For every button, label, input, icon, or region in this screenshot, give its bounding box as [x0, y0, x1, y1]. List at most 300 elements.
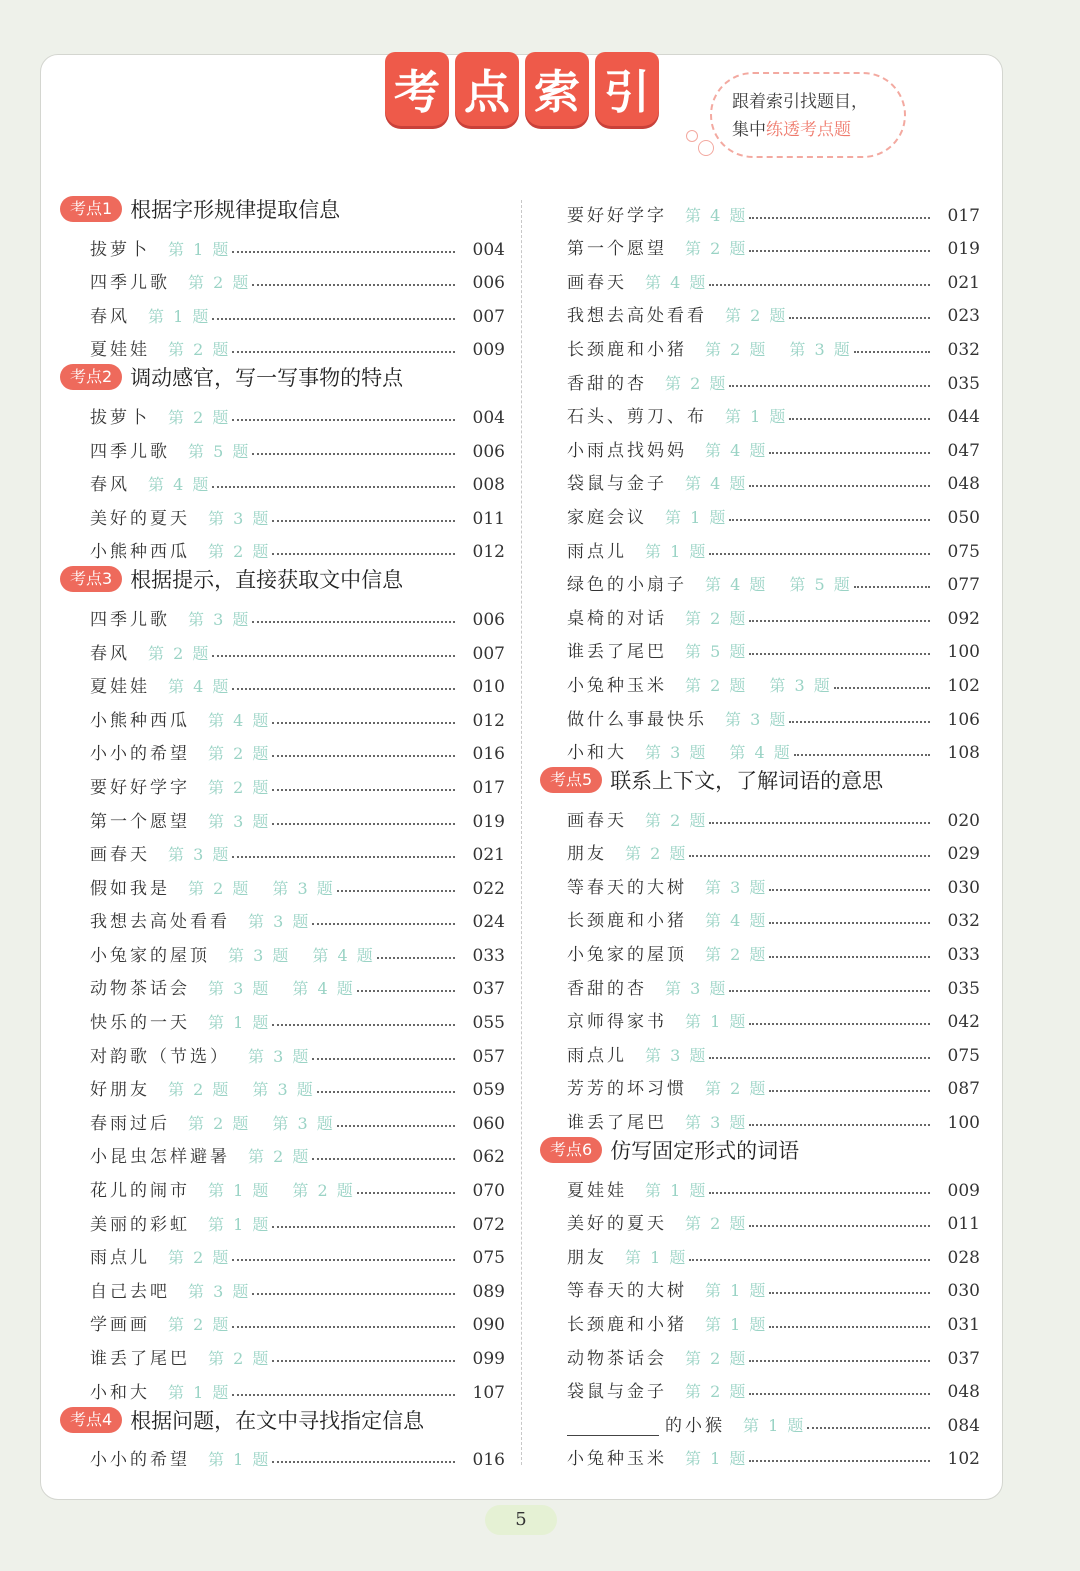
section-title: 仿写固定形式的词语 [610, 1139, 800, 1164]
question-ref: 第 2 题 [292, 1181, 355, 1201]
lesson-name: 要好好学字 [90, 777, 190, 798]
lesson-name: 学画画 [90, 1315, 150, 1336]
lesson-name: 长颈鹿和小猪 [567, 1315, 687, 1335]
index-row[interactable] [60, 999, 505, 1033]
index-row[interactable] [540, 1402, 980, 1436]
index-row[interactable] [540, 394, 980, 428]
index-row[interactable] [60, 630, 505, 664]
page-ref: 023 [947, 306, 980, 327]
dot-leader [854, 351, 930, 353]
index-row[interactable] [540, 595, 980, 629]
question-ref: 第 2 题 [685, 1348, 748, 1368]
index-row[interactable] [60, 462, 505, 496]
index-row[interactable] [540, 662, 980, 696]
page-ref: 030 [947, 877, 980, 898]
dot-leader [749, 217, 930, 219]
lesson-name: 春雨过后 [90, 1113, 170, 1134]
index-row[interactable] [540, 1201, 980, 1235]
question-ref: 第 4 题 [208, 710, 271, 730]
question-ref: 第 2 题 [705, 1079, 768, 1099]
index-row[interactable] [60, 529, 505, 563]
lesson-name: 对韵歌（节选） [90, 1046, 230, 1067]
index-row[interactable] [60, 1235, 505, 1269]
index-row[interactable] [60, 798, 505, 832]
page-ref: 007 [472, 306, 505, 327]
page-ref: 108 [947, 743, 980, 764]
question-ref: 第 2 题 [685, 239, 748, 259]
lesson-name: 做什么事最快乐 [567, 709, 707, 730]
lesson-name: 春风 [90, 475, 130, 496]
question-ref: 第 2 题 [645, 810, 708, 830]
page-ref: 037 [947, 1348, 980, 1369]
lesson-name: 假如我是 [90, 878, 170, 899]
dot-leader [709, 553, 930, 555]
question-ref: 第 2 题 [168, 407, 231, 427]
dot-leader [749, 485, 930, 487]
dot-leader [729, 519, 930, 521]
index-row[interactable] [540, 1335, 980, 1369]
dot-leader [252, 621, 455, 623]
page-ref: 035 [947, 978, 980, 999]
bubble-dot [686, 130, 698, 142]
question-ref: 第 3 题 [272, 878, 335, 898]
dot-leader [729, 990, 930, 992]
lesson-name: 第一个愿望 [90, 811, 190, 832]
question-ref: 第 2 题 [625, 844, 688, 864]
question-ref: 第 2 题 [685, 675, 748, 695]
dot-leader [357, 990, 455, 992]
question-ref: 第 2 题 [188, 878, 251, 898]
question-ref: 第 2 题 [188, 273, 251, 293]
page-ref: 017 [472, 777, 505, 798]
page-ref: 047 [947, 440, 980, 461]
question-ref: 第 4 题 [729, 743, 792, 763]
index-row[interactable] [60, 394, 505, 428]
question-ref: 第 3 题 [188, 609, 251, 629]
index-row[interactable] [60, 596, 505, 630]
question-ref: 第 1 题 [645, 1180, 708, 1200]
lesson-name: 雨点儿 [567, 541, 627, 562]
page-ref: 016 [472, 1450, 505, 1471]
page-ref: 033 [472, 945, 505, 966]
question-ref: 第 3 题 [208, 979, 271, 999]
page-ref: 100 [947, 642, 980, 663]
dot-leader [232, 1259, 455, 1261]
page-ref: 006 [472, 273, 505, 294]
page-ref: 032 [947, 911, 980, 932]
index-row[interactable] [60, 1268, 505, 1302]
page-ref: 100 [947, 1113, 980, 1134]
index-row[interactable] [60, 865, 505, 899]
question-ref: 第 3 题 [228, 945, 291, 965]
index-row[interactable] [60, 1067, 505, 1101]
question-ref: 第 1 题 [208, 1214, 271, 1234]
lesson-name: 四季儿歌 [90, 441, 170, 462]
question-ref: 第 4 题 [685, 205, 748, 225]
question-ref: 第 1 题 [705, 1281, 768, 1301]
page-ref: 075 [472, 1248, 505, 1269]
dot-leader [789, 721, 930, 723]
dot-leader [212, 318, 455, 320]
lesson-name: 夏娃娃 [90, 677, 150, 698]
page-ref: 012 [472, 710, 505, 731]
dot-leader [749, 1023, 930, 1025]
question-ref: 第 1 题 [208, 1450, 271, 1470]
index-row[interactable] [540, 1301, 980, 1335]
index-row[interactable] [540, 528, 980, 562]
question-ref: 第 3 题 [208, 811, 271, 831]
lesson-name: 小兔家的屋顶 [567, 945, 687, 966]
dot-leader [232, 251, 455, 253]
page-ref: 035 [947, 373, 980, 394]
dot-leader [729, 385, 930, 387]
dot-leader [709, 284, 930, 286]
page-ref: 022 [472, 878, 505, 899]
dot-leader [272, 1360, 455, 1362]
lesson-name: 快乐的一天 [90, 1013, 190, 1034]
page-ref: 016 [472, 744, 505, 765]
dot-leader [232, 351, 455, 353]
index-row[interactable] [60, 260, 505, 294]
lesson-name: 雨点儿 [90, 1248, 150, 1269]
index-row[interactable] [540, 562, 980, 596]
index-row[interactable] [60, 664, 505, 698]
index-row[interactable] [540, 1369, 980, 1403]
index-row[interactable] [540, 192, 980, 226]
page-ref: 020 [947, 810, 980, 831]
page-ref: 032 [947, 339, 980, 360]
dot-leader [377, 957, 455, 959]
page-ref: 092 [947, 608, 980, 629]
question-ref: 第 1 题 [645, 541, 708, 561]
hint-line-2-b: 练透考点题 [766, 120, 851, 140]
index-row[interactable] [540, 831, 980, 865]
lesson-name: 春风 [90, 643, 130, 664]
index-row[interactable] [540, 898, 980, 932]
index-row[interactable] [540, 259, 980, 293]
dot-leader [749, 1124, 930, 1126]
lesson-name: 拔萝卜 [90, 407, 150, 428]
fill-blank-line [567, 1417, 659, 1436]
lesson-name: 好朋友 [90, 1080, 150, 1101]
lesson-name: 小兔种玉米 [567, 1449, 667, 1470]
dot-leader [272, 1461, 455, 1463]
index-row[interactable] [60, 966, 505, 1000]
lesson-name: 小熊种西瓜 [90, 710, 190, 731]
page-ref: 021 [472, 845, 505, 866]
dot-leader [834, 687, 930, 689]
lesson-name: 我想去高处看看 [90, 912, 230, 933]
index-row[interactable] [540, 1268, 980, 1302]
page-ref: 009 [472, 340, 505, 361]
index-row[interactable] [540, 1032, 980, 1066]
lesson-name: 小和大 [567, 743, 627, 764]
lesson-name: 朋友 [567, 844, 607, 865]
question-ref: 第 3 题 [645, 743, 708, 763]
index-row[interactable] [540, 1436, 980, 1470]
section-title: 根据提示，直接获取文中信息 [130, 568, 404, 593]
question-ref: 第 3 题 [252, 1080, 315, 1100]
section-badge: 考点5 [540, 767, 602, 793]
question-ref: 第 5 题 [789, 575, 852, 595]
lesson-name: 小昆虫怎样避暑 [90, 1147, 230, 1168]
question-ref: 第 4 题 [168, 677, 231, 697]
index-row[interactable] [60, 899, 505, 933]
dot-leader [709, 1192, 930, 1194]
dot-leader [232, 856, 455, 858]
index-row[interactable] [540, 293, 980, 327]
page-ref: 050 [947, 507, 980, 528]
dot-leader [689, 1259, 930, 1261]
dot-leader [312, 923, 455, 925]
dot-leader [272, 789, 455, 791]
index-row[interactable] [540, 1099, 980, 1133]
question-ref: 第 1 题 [625, 1247, 688, 1267]
page-ref: 004 [472, 407, 505, 428]
page-ref: 033 [947, 945, 980, 966]
lesson-name: 长颈鹿和小猪 [567, 339, 687, 360]
dot-leader [272, 722, 455, 724]
lesson-name: 四季儿歌 [90, 609, 170, 630]
index-row[interactable] [540, 1234, 980, 1268]
question-ref: 第 3 题 [168, 845, 231, 865]
question-ref: 第 3 题 [685, 1113, 748, 1133]
question-ref: 第 3 题 [645, 1045, 708, 1065]
lesson-name: 家庭会议 [567, 507, 647, 528]
lesson-name: 美丽的彩虹 [90, 1214, 190, 1235]
index-row[interactable] [60, 1100, 505, 1134]
index-row[interactable] [60, 1033, 505, 1067]
index-row[interactable] [540, 1066, 980, 1100]
page-ref: 028 [947, 1247, 980, 1268]
question-ref: 第 4 题 [645, 272, 708, 292]
title-char: 考 [385, 52, 449, 126]
index-row[interactable] [60, 1437, 505, 1471]
index-row[interactable] [60, 1302, 505, 1336]
page-ref: 044 [947, 407, 980, 428]
question-ref: 第 2 题 [168, 1080, 231, 1100]
dot-leader [272, 1024, 455, 1026]
question-ref: 第 5 题 [685, 642, 748, 662]
lesson-name: 袋鼠与金子 [567, 1382, 667, 1403]
page-ref: 009 [947, 1180, 980, 1201]
dot-leader [749, 1360, 930, 1362]
section-header [60, 1403, 505, 1437]
index-row[interactable] [60, 293, 505, 327]
lesson-name: 等春天的大树 [567, 1281, 687, 1302]
index-row[interactable] [540, 730, 980, 764]
dot-leader [252, 1293, 455, 1295]
index-row[interactable] [60, 226, 505, 260]
page-ref: 060 [472, 1113, 505, 1134]
dot-leader [749, 1393, 930, 1395]
index-row[interactable] [540, 427, 980, 461]
page-ref: 077 [947, 575, 980, 596]
lesson-name: 长颈鹿和小猪 [567, 911, 687, 932]
left-column [60, 192, 505, 1470]
question-ref: 第 4 题 [292, 979, 355, 999]
lesson-name: 香甜的杏 [567, 373, 647, 394]
index-row[interactable] [60, 495, 505, 529]
dot-leader [807, 1427, 930, 1429]
index-row[interactable] [60, 1134, 505, 1168]
page-ref: 024 [472, 912, 505, 933]
page-ref: 070 [472, 1181, 505, 1202]
question-ref: 第 2 题 [705, 945, 768, 965]
index-row[interactable] [540, 965, 980, 999]
dot-leader [789, 418, 930, 420]
question-ref: 第 2 题 [685, 1214, 748, 1234]
page-ref: 008 [472, 475, 505, 496]
dot-leader [749, 620, 930, 622]
question-ref: 第 2 题 [168, 340, 231, 360]
question-ref: 第 3 题 [705, 877, 768, 897]
question-ref: 第 3 题 [725, 709, 788, 729]
dot-leader [252, 284, 455, 286]
page-ref: 107 [472, 1382, 505, 1403]
section-header [60, 192, 505, 226]
lesson-name: 小兔家的屋顶 [90, 945, 210, 966]
lesson-name: 花儿的闹市 [90, 1181, 190, 1202]
page-ref: 019 [472, 811, 505, 832]
question-ref: 第 1 题 [208, 1013, 271, 1033]
bubble-dot [698, 140, 714, 156]
index-row[interactable] [60, 764, 505, 798]
index-row[interactable] [540, 864, 980, 898]
index-row[interactable] [540, 326, 980, 360]
page-ref: 010 [472, 677, 505, 698]
dot-leader [312, 1158, 455, 1160]
index-row[interactable] [540, 931, 980, 965]
index-row[interactable] [540, 1167, 980, 1201]
lesson-name: 小小的希望 [90, 744, 190, 765]
page-ref: 017 [947, 205, 980, 226]
index-row[interactable] [60, 832, 505, 866]
section-header [60, 360, 505, 394]
index-row[interactable] [540, 360, 980, 394]
lesson-name: 小小的希望 [90, 1450, 190, 1471]
title-char: 索 [525, 52, 589, 126]
index-row[interactable] [60, 428, 505, 462]
page-ref: 089 [472, 1281, 505, 1302]
dot-leader [272, 755, 455, 757]
question-ref: 第 2 题 [725, 306, 788, 326]
index-row[interactable] [60, 697, 505, 731]
dot-leader [709, 1057, 930, 1059]
section-title: 根据字形规律提取信息 [130, 198, 341, 222]
lesson-name: 夏娃娃 [90, 340, 150, 361]
lesson-name: 画春天 [567, 272, 627, 293]
section-title: 调动感官，写一写事物的特点 [130, 366, 404, 391]
question-ref: 第 1 题 [148, 306, 211, 326]
question-ref: 第 4 题 [685, 474, 748, 494]
lesson-name: 京师得家书 [567, 1012, 667, 1033]
index-row[interactable] [540, 797, 980, 831]
lesson-name: 桌椅的对话 [567, 608, 667, 629]
question-ref: 第 3 题 [248, 912, 311, 932]
index-row[interactable] [60, 1335, 505, 1369]
lesson-name: 谁丢了尾巴 [567, 1113, 667, 1134]
lesson-name: 小雨点找妈妈 [567, 440, 687, 461]
lesson-name: 绿色的小扇子 [567, 575, 687, 596]
question-ref: 第 4 题 [705, 440, 768, 460]
index-row[interactable] [540, 226, 980, 260]
index-row[interactable] [60, 731, 505, 765]
page-ref: 102 [947, 1449, 980, 1470]
page-ref: 055 [472, 1013, 505, 1034]
question-ref: 第 2 题 [168, 1315, 231, 1335]
question-ref: 第 2 题 [248, 1147, 311, 1167]
question-ref: 第 3 题 [188, 1281, 251, 1301]
index-row[interactable] [540, 999, 980, 1033]
dot-leader [337, 890, 455, 892]
dot-leader [769, 1292, 930, 1294]
index-row[interactable] [540, 461, 980, 495]
page-ref: 057 [472, 1046, 505, 1067]
index-row[interactable] [60, 1201, 505, 1235]
lesson-name: 夏娃娃 [567, 1180, 627, 1201]
dot-leader [749, 653, 930, 655]
title-char: 引 [595, 52, 659, 126]
dot-leader [232, 1394, 455, 1396]
index-row[interactable] [60, 1167, 505, 1201]
page-ref: 021 [947, 272, 980, 293]
index-row[interactable] [540, 629, 980, 663]
page-ref: 072 [472, 1214, 505, 1235]
lesson-name: 的小猴 [665, 1415, 725, 1436]
hint-line-1: 跟着索引找题目， [732, 92, 868, 112]
page-ref: 019 [947, 239, 980, 260]
question-ref: 第 1 题 [725, 407, 788, 427]
lesson-name: 美好的夏天 [567, 1214, 667, 1235]
dot-leader [769, 1090, 930, 1092]
question-ref: 第 3 题 [789, 339, 852, 359]
dot-leader [312, 1058, 455, 1060]
question-ref: 第 2 题 [148, 643, 211, 663]
question-ref: 第 3 题 [248, 1046, 311, 1066]
question-ref: 第 2 题 [665, 373, 728, 393]
page-title [385, 52, 659, 126]
dot-leader [272, 1226, 455, 1228]
page-ref: 102 [947, 675, 980, 696]
index-row[interactable] [60, 932, 505, 966]
index-row[interactable] [540, 494, 980, 528]
page-ref: 090 [472, 1315, 505, 1336]
question-ref: 第 1 题 [208, 1181, 271, 1201]
question-ref: 第 2 题 [208, 744, 271, 764]
index-row[interactable] [60, 327, 505, 361]
section-header [540, 763, 980, 797]
dot-leader [749, 1460, 930, 1462]
question-ref: 第 3 题 [665, 978, 728, 998]
dot-leader [212, 655, 455, 657]
page-ref: 011 [472, 508, 505, 529]
question-ref: 第 2 题 [685, 608, 748, 628]
dot-leader [854, 586, 930, 588]
section-badge: 考点6 [540, 1137, 602, 1163]
lesson-name: 第一个愿望 [567, 239, 667, 260]
index-row[interactable] [540, 696, 980, 730]
dot-leader [769, 922, 930, 924]
question-ref: 第 5 题 [188, 441, 251, 461]
section-badge: 考点2 [60, 364, 122, 390]
column-divider [521, 200, 522, 1465]
lesson-name: 四季儿歌 [90, 273, 170, 294]
dot-leader [212, 486, 455, 488]
index-row[interactable] [60, 1369, 505, 1403]
page-ref: 075 [947, 541, 980, 562]
lesson-name: 谁丢了尾巴 [567, 642, 667, 663]
